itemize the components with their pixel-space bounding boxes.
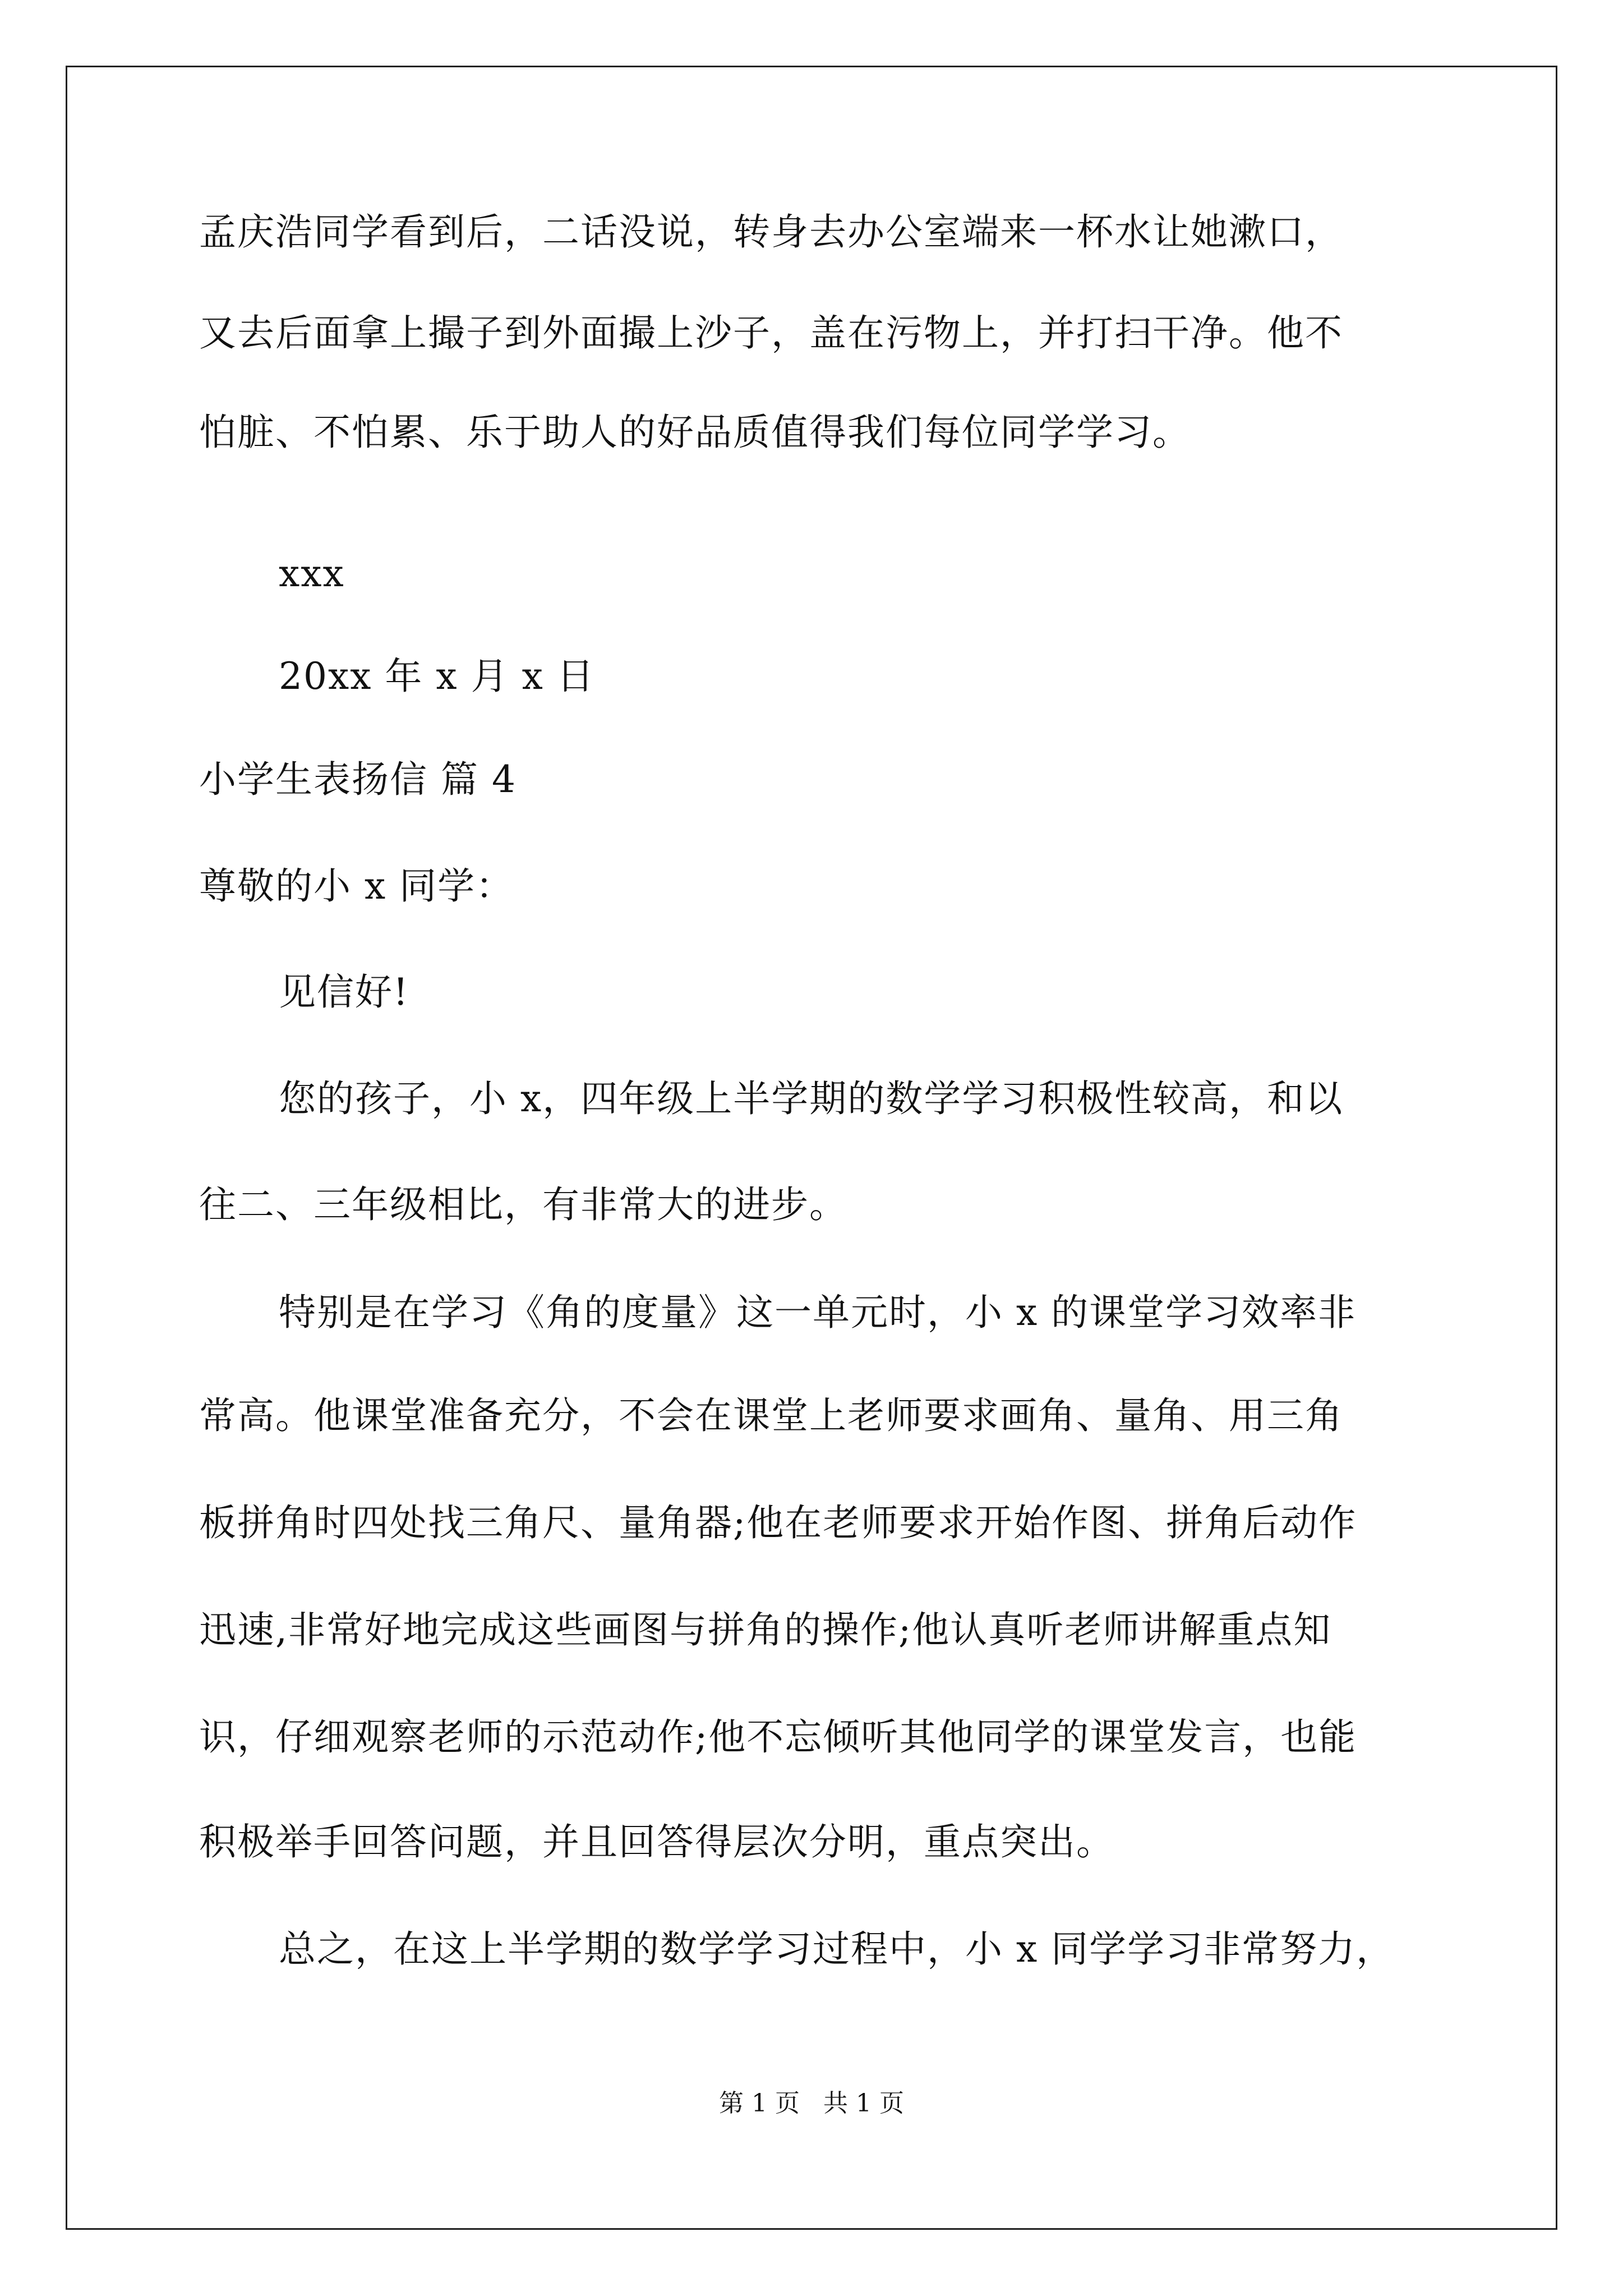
body-line: 怕脏、不怕累、乐于助人的好品质值得我们每位同学学习。: [199, 411, 1191, 454]
body-line: 孟庆浩同学看到后，二话没说，转身去办公室端来一杯水让她漱口，: [199, 210, 1343, 254]
body-line: 总之，在这上半学期的数学学习过程中，小 x 同学学习非常努力，: [279, 1927, 1395, 1971]
page-footer: 第 1 页 共 1 页: [719, 2089, 904, 2118]
salutation: 尊敬的小 x 同学：: [199, 864, 514, 908]
body-line: 往二、三年级相比，有非常大的进步。: [199, 1183, 847, 1226]
signature-name: xxx: [279, 552, 345, 595]
greeting: 见信好!: [279, 970, 409, 1014]
body-line: 积极举手回答问题，并且回答得层次分明，重点突出。: [199, 1820, 1114, 1864]
signature-date: 20xx 年 x 月 x 日: [279, 655, 595, 698]
body-line: 识，仔细观察老师的示范动作;他不忘倾听其他同学的课堂发言，也能: [199, 1715, 1357, 1759]
body-line: 您的孩子，小 x，四年级上半学期的数学学习积极性较高，和以: [279, 1077, 1344, 1120]
body-line: 迅速,非常好地完成这些画图与拼角的操作;他认真听老师讲解重点知: [199, 1608, 1332, 1651]
section-heading: 小学生表扬信 篇 4: [199, 758, 517, 801]
body-line: 又去后面拿上撮子到外面撮上沙子，盖在污物上，并打扫干净。他不: [199, 311, 1343, 355]
page-border: [66, 66, 1557, 2230]
body-line: 常高。他课堂准备充分，不会在课堂上老师要求画角、量角、用三角: [199, 1394, 1343, 1437]
body-line: 板拼角时四处找三角尺、量角器;他在老师要求开始作图、拼角后动作: [199, 1501, 1357, 1544]
body-line: 特别是在学习《角的度量》这一单元时，小 x 的课堂学习效率非: [279, 1291, 1357, 1334]
